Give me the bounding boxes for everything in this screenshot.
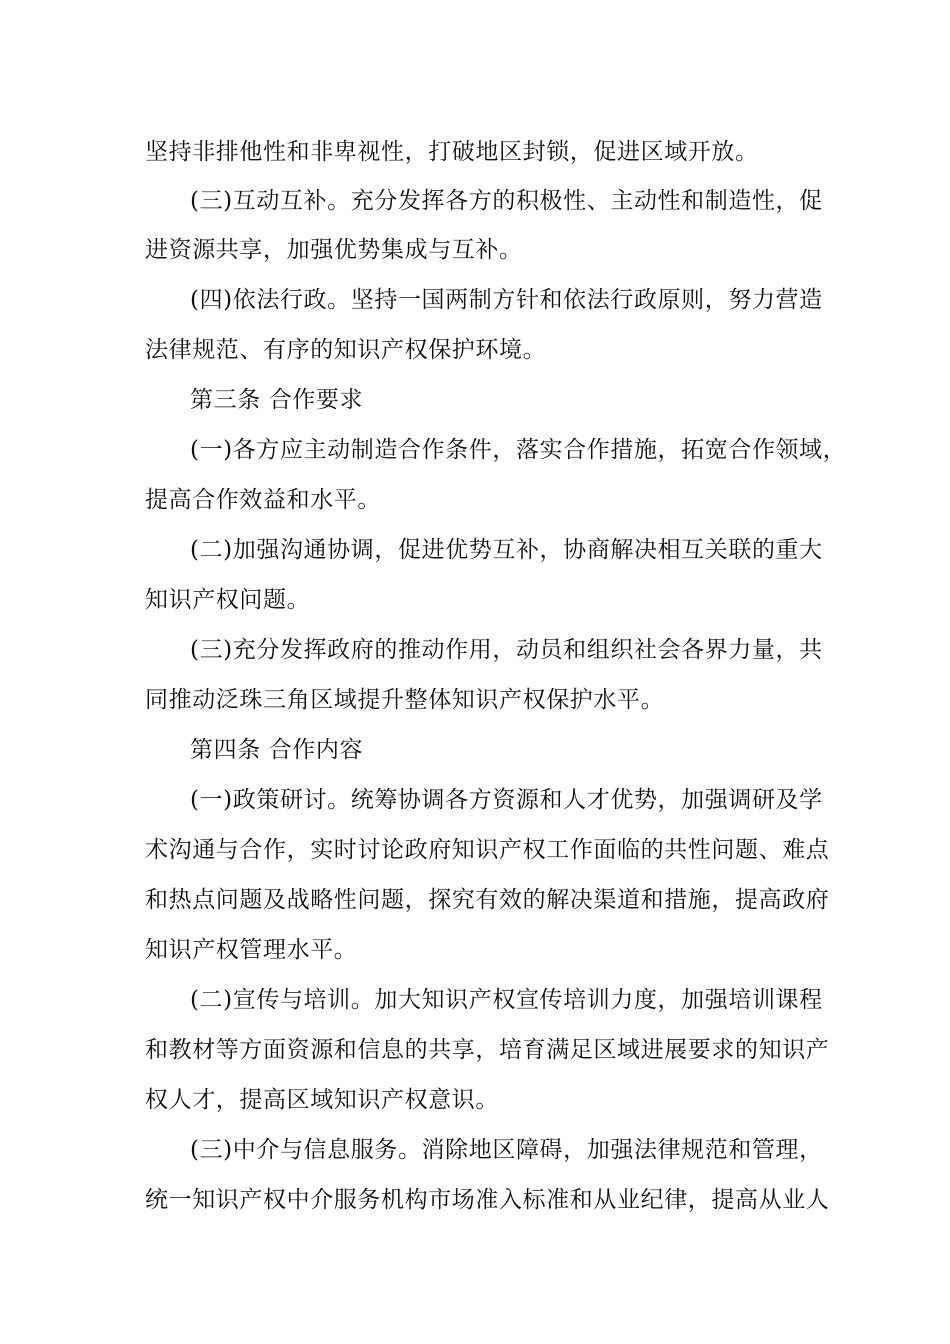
text-line: 进资源共享，加强优势集成与互补。 <box>145 237 523 263</box>
text-line: (三)充分发挥政府的推动作用，动员和组织社会各界力量，共 <box>190 637 823 663</box>
section-heading: 第四条 合作内容 <box>190 737 364 763</box>
section-heading: 第三条 合作要求 <box>190 387 364 413</box>
text-line: 统一知识产权中介服务机构市场准入标准和从业纪律，提高从业人 <box>145 1187 830 1213</box>
text-line: 提高合作效益和水平。 <box>145 487 381 513</box>
text-line: (四)依法行政。坚持一国两制方针和依法行政原则，努力营造 <box>190 287 823 313</box>
text-line: 法律规范、有序的知识产权保护环境。 <box>145 337 547 363</box>
text-line: 权人才，提高区域知识产权意识。 <box>145 1087 499 1113</box>
text-line: (一)政策研讨。统筹协调各方资源和人才优势，加强调研及学 <box>190 787 823 813</box>
text-line: (二)加强沟通协调，促进优势互补，协商解决相互关联的重大 <box>190 537 823 563</box>
text-line: 和教材等方面资源和信息的共享，培育满足区域进展要求的知识产 <box>145 1037 830 1063</box>
text-line: 和热点问题及战略性问题，探究有效的解决渠道和措施，提高政府 <box>145 887 830 913</box>
text-line: 坚持非排他性和非卑视性，打破地区封锁，促进区域开放。 <box>145 139 759 165</box>
text-line: (三)中介与信息服务。消除地区障碍，加强法律规范和管理， <box>190 1137 823 1163</box>
text-line: 知识产权管理水平。 <box>145 937 358 963</box>
text-line: 术沟通与合作，实时讨论政府知识产权工作面临的共性问题、难点 <box>145 837 830 863</box>
text-line: (一)各方应主动制造合作条件，落实合作措施，拓宽合作领域， <box>190 437 847 463</box>
text-line: (三)互动互补。充分发挥各方的积极性、主动性和制造性，促 <box>190 188 823 214</box>
text-line: (二)宣传与培训。加大知识产权宣传培训力度，加强培训课程 <box>190 987 823 1013</box>
text-line: 知识产权问题。 <box>145 587 311 613</box>
text-line: 同推动泛珠三角区域提升整体知识产权保护水平。 <box>145 687 665 713</box>
